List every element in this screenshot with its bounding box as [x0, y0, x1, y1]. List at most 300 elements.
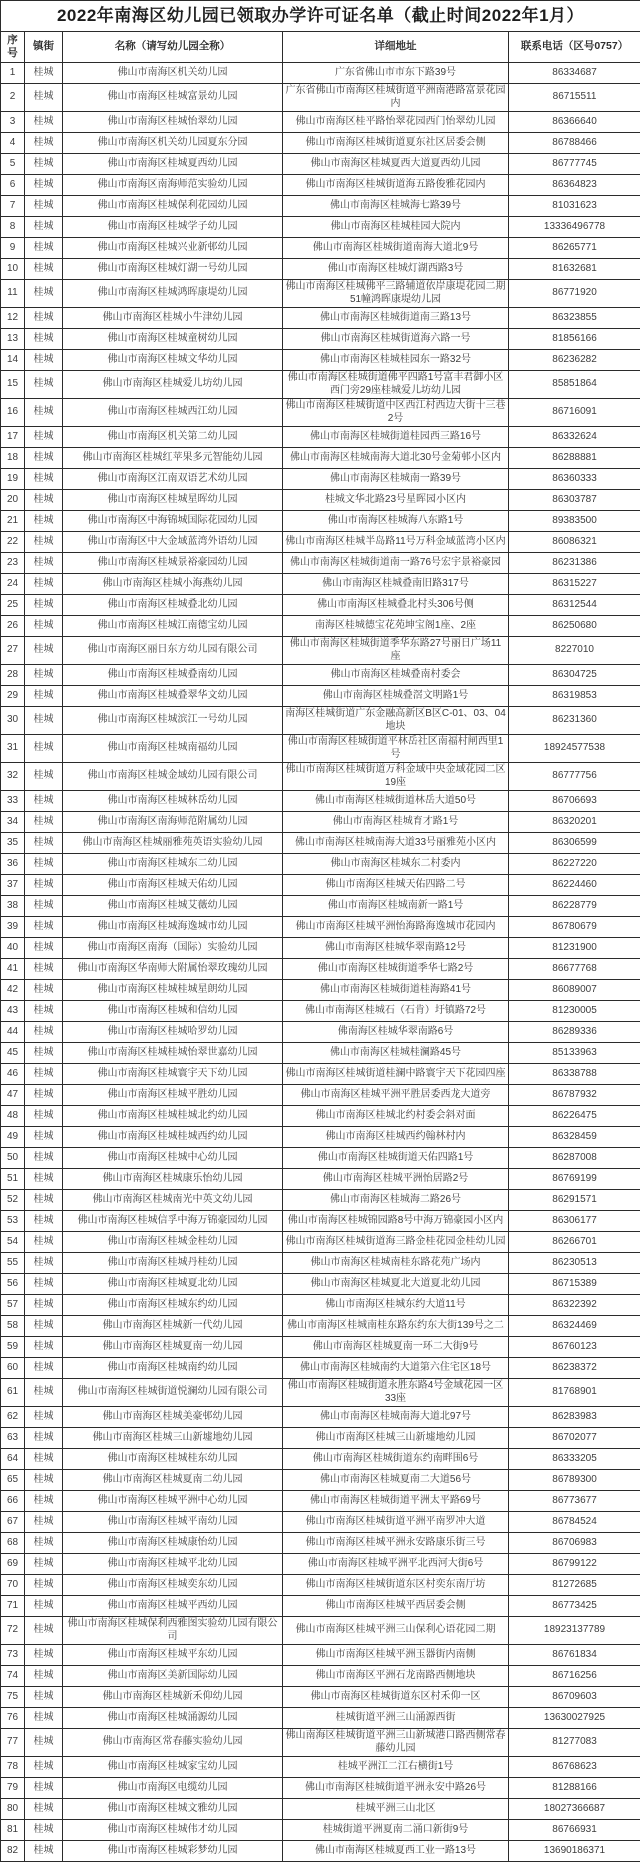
cell-name: 佛山市南海区桂城奕东幼儿园	[63, 1575, 283, 1596]
cell-phone: 81288166	[509, 1778, 640, 1799]
cell-address: 佛山市南海区桂城育才路1号	[283, 812, 509, 833]
table-row	[1, 980, 640, 1001]
table-row	[1, 1211, 640, 1232]
cell-name: 佛山市南海区桂城文雅幼儿园	[63, 1799, 283, 1820]
cell-address: 佛山市南海区桂城街道南一路76号宏宇景裕豪园	[283, 553, 509, 574]
cell-phone: 81632681	[509, 259, 640, 280]
cell-phone: 86328459	[509, 1127, 640, 1148]
cell-town: 桂城	[25, 1533, 63, 1554]
table-row	[1, 1295, 640, 1316]
cell-name: 佛山市南海区桂城灯湖一号幼儿园	[63, 259, 283, 280]
cell-serial: 75	[1, 1687, 25, 1708]
cell-serial: 23	[1, 553, 25, 574]
cell-name: 佛山市南海区机关幼儿园	[63, 63, 283, 84]
cell-serial: 31	[1, 735, 25, 763]
cell-phone: 13690186371	[509, 1841, 640, 1862]
cell-serial: 50	[1, 1148, 25, 1169]
cell-town: 桂城	[25, 1449, 63, 1470]
table-row	[1, 1554, 640, 1575]
cell-phone: 86266701	[509, 1232, 640, 1253]
cell-serial: 8	[1, 217, 25, 238]
cell-name: 佛山市南海区桂城滨江一号幼儿园	[63, 707, 283, 735]
cell-address: 佛山市南海区桂城街道中区西江村西边大街十三巷2号	[283, 399, 509, 427]
cell-address: 佛山市南海区桂城石（石肯）圩镇路72号	[283, 1001, 509, 1022]
cell-town: 桂城	[25, 133, 63, 154]
cell-town: 桂城	[25, 490, 63, 511]
cell-name: 佛山市南海区桂城兴业新邨幼儿园	[63, 238, 283, 259]
cell-serial: 70	[1, 1575, 25, 1596]
cell-serial: 41	[1, 959, 25, 980]
table-row	[1, 1596, 640, 1617]
cell-address: 佛山市南海区桂城南一路39号	[283, 469, 509, 490]
cell-phone: 86788466	[509, 133, 640, 154]
table-row	[1, 574, 640, 595]
cell-address: 佛山市南海区桂城叠南村委会	[283, 665, 509, 686]
cell-serial: 71	[1, 1596, 25, 1617]
table-row	[1, 1148, 640, 1169]
column-header-serial: 序号	[1, 32, 25, 63]
cell-serial: 57	[1, 1295, 25, 1316]
cell-address: 佛山市南海区桂城南海大道北30号金菊邨小区内	[283, 448, 509, 469]
cell-town: 桂城	[25, 280, 63, 308]
cell-address: 佛山市南海区桂城街道平洲平南罗冲大道	[283, 1512, 509, 1533]
cell-phone: 86799122	[509, 1554, 640, 1575]
cell-town: 桂城	[25, 833, 63, 854]
cell-phone: 86236282	[509, 350, 640, 371]
cell-address: 佛山市南海区桂城夏西大道夏西幼儿园	[283, 154, 509, 175]
cell-name: 佛山市南海区桂城和信幼儿园	[63, 1001, 283, 1022]
table-row	[1, 833, 640, 854]
cell-address: 佛山市南海区桂城街道平洲太平路69号	[283, 1491, 509, 1512]
cell-town: 桂城	[25, 875, 63, 896]
cell-name: 佛山市南海区丽日东方幼儿园有限公司	[63, 637, 283, 665]
cell-serial: 27	[1, 637, 25, 665]
cell-serial: 79	[1, 1778, 25, 1799]
cell-name: 佛山市南海区桂城寰宇天下幼儿园	[63, 1064, 283, 1085]
cell-name: 佛山市南海区桂城南福幼儿园	[63, 735, 283, 763]
cell-name: 佛山市南海区桂城夏北幼儿园	[63, 1274, 283, 1295]
cell-phone: 81231900	[509, 938, 640, 959]
cell-town: 桂城	[25, 574, 63, 595]
table-row	[1, 637, 640, 665]
cell-address: 桂城文华北路23号星晖园小区内	[283, 490, 509, 511]
cell-name: 佛山市南海区桂城平洲中心幼儿园	[63, 1491, 283, 1512]
cell-town: 桂城	[25, 1316, 63, 1337]
cell-name: 佛山市南海区桂城海逸城市幼儿园	[63, 917, 283, 938]
cell-address: 佛山市南海区桂城南新一路1号	[283, 896, 509, 917]
table-body	[1, 63, 640, 1862]
table-row	[1, 196, 640, 217]
table-row	[1, 1358, 640, 1379]
cell-name: 佛山市南海区电缆幼儿园	[63, 1778, 283, 1799]
table-row	[1, 1337, 640, 1358]
cell-serial: 81	[1, 1820, 25, 1841]
cell-address: 佛山市南海区桂城街道海五路俊雅花园内	[283, 175, 509, 196]
cell-address: 佛山市南海区桂城桂园东一路32号	[283, 350, 509, 371]
cell-town: 桂城	[25, 1778, 63, 1799]
cell-town: 桂城	[25, 1575, 63, 1596]
table-row	[1, 1687, 640, 1708]
cell-phone: 86226475	[509, 1106, 640, 1127]
cell-name: 佛山市南海区桂城街道悦澜幼儿园有限公司	[63, 1379, 283, 1407]
table-row	[1, 154, 640, 175]
cell-town: 桂城	[25, 1470, 63, 1491]
cell-address: 桂城街道平洲三山涌源西街	[283, 1708, 509, 1729]
cell-town: 桂城	[25, 553, 63, 574]
cell-serial: 13	[1, 329, 25, 350]
cell-name: 佛山市南海区华南师大附属怡翠玫瑰幼儿园	[63, 959, 283, 980]
cell-name: 佛山市南海区桂城鸿晖康堤幼儿园	[63, 280, 283, 308]
cell-address: 佛山市南海区桂城街道海三路金桂花园金桂幼儿园	[283, 1232, 509, 1253]
cell-serial: 74	[1, 1666, 25, 1687]
cell-phone: 86784524	[509, 1512, 640, 1533]
cell-serial: 59	[1, 1337, 25, 1358]
cell-town: 桂城	[25, 791, 63, 812]
cell-name: 佛山市南海区桂城平北幼儿园	[63, 1554, 283, 1575]
cell-phone: 86715389	[509, 1274, 640, 1295]
cell-name: 佛山市南海区南海（国际）实验幼儿园	[63, 938, 283, 959]
table-row	[1, 1232, 640, 1253]
title-row	[1, 1, 640, 32]
cell-address: 佛山市南海区平洲石龙南路西侧地块	[283, 1666, 509, 1687]
table-row	[1, 854, 640, 875]
cell-town: 桂城	[25, 1841, 63, 1862]
cell-name: 佛山市南海区中海锦城国际花园幼儿园	[63, 511, 283, 532]
cell-name: 佛山市南海区桂城天佑幼儿园	[63, 875, 283, 896]
cell-address: 佛山市南海区桂城平洲怡居路2号	[283, 1169, 509, 1190]
cell-town: 桂城	[25, 154, 63, 175]
table-row	[1, 1253, 640, 1274]
table-row	[1, 133, 640, 154]
cell-phone: 86338788	[509, 1064, 640, 1085]
cell-phone: 86230513	[509, 1253, 640, 1274]
table-row	[1, 553, 640, 574]
table-row	[1, 1043, 640, 1064]
table-row	[1, 259, 640, 280]
table-row	[1, 1407, 640, 1428]
cell-name: 佛山市南海区桂城丹桂幼儿园	[63, 1253, 283, 1274]
cell-town: 桂城	[25, 1085, 63, 1106]
cell-town: 桂城	[25, 938, 63, 959]
table-row	[1, 1064, 640, 1085]
cell-address: 桂城街道平洲夏南二涌口新街9号	[283, 1820, 509, 1841]
cell-phone: 8227010	[509, 637, 640, 665]
cell-town: 桂城	[25, 665, 63, 686]
cell-town: 桂城	[25, 959, 63, 980]
cell-phone: 85133963	[509, 1043, 640, 1064]
table-row	[1, 1708, 640, 1729]
cell-address: 佛南海区桂城华翠南路6号	[283, 1022, 509, 1043]
cell-town: 桂城	[25, 1148, 63, 1169]
cell-town: 桂城	[25, 371, 63, 399]
cell-serial: 82	[1, 1841, 25, 1862]
table-row	[1, 112, 640, 133]
cell-serial: 29	[1, 686, 25, 707]
cell-phone: 81272685	[509, 1575, 640, 1596]
cell-name: 佛山市南海区桂城艾薇幼儿园	[63, 896, 283, 917]
cell-name: 佛山市南海区桂城保利花园幼儿园	[63, 196, 283, 217]
cell-address: 佛山市南海区桂城叠南旧路317号	[283, 574, 509, 595]
cell-town: 桂城	[25, 1232, 63, 1253]
cell-town: 桂城	[25, 532, 63, 553]
cell-name: 佛山市南海区桂城新禾仰幼儿园	[63, 1687, 283, 1708]
cell-serial: 6	[1, 175, 25, 196]
cell-serial: 17	[1, 427, 25, 448]
cell-serial: 52	[1, 1190, 25, 1211]
cell-serial: 22	[1, 532, 25, 553]
cell-serial: 65	[1, 1470, 25, 1491]
table-row	[1, 1449, 640, 1470]
table-row	[1, 707, 640, 735]
table-row	[1, 1106, 640, 1127]
table-row	[1, 350, 640, 371]
cell-town: 桂城	[25, 427, 63, 448]
cell-phone: 85851864	[509, 371, 640, 399]
cell-address: 佛山市南海区桂城南约大道第六住宅区18号	[283, 1358, 509, 1379]
cell-address: 佛山市南海区桂城夏南一环二大街9号	[283, 1337, 509, 1358]
cell-phone: 86789300	[509, 1470, 640, 1491]
cell-phone: 81856166	[509, 329, 640, 350]
cell-name: 佛山市南海区桂城夏南一幼儿园	[63, 1337, 283, 1358]
cell-serial: 46	[1, 1064, 25, 1085]
cell-serial: 55	[1, 1253, 25, 1274]
cell-serial: 66	[1, 1491, 25, 1512]
table-row	[1, 917, 640, 938]
cell-name: 佛山市南海区桂城中心幼儿园	[63, 1148, 283, 1169]
table-row	[1, 1491, 640, 1512]
cell-town: 桂城	[25, 511, 63, 532]
cell-phone: 89383500	[509, 511, 640, 532]
cell-address: 佛山市南海区桂城街道季华七路2号	[283, 959, 509, 980]
column-header-phone: 联系电话（区号0757）	[509, 32, 640, 63]
cell-address: 佛山市南海区桂城街道天佑四路1号	[283, 1148, 509, 1169]
cell-address: 佛山市南海区桂城桂园大院内	[283, 217, 509, 238]
cell-name: 佛山市南海区桂城平西幼儿园	[63, 1596, 283, 1617]
table-row	[1, 896, 640, 917]
cell-town: 桂城	[25, 1190, 63, 1211]
cell-phone: 86773425	[509, 1596, 640, 1617]
cell-phone: 86773677	[509, 1491, 640, 1512]
table-row	[1, 1575, 640, 1596]
table-row	[1, 1428, 640, 1449]
cell-name: 佛山市南海区桂城桂城星朗幼儿园	[63, 980, 283, 1001]
table-row	[1, 1666, 640, 1687]
cell-name: 佛山市南海区桂城涌源幼儿园	[63, 1708, 283, 1729]
cell-town: 桂城	[25, 448, 63, 469]
cell-serial: 80	[1, 1799, 25, 1820]
cell-name: 佛山市南海区桂城小牛津幼儿园	[63, 308, 283, 329]
cell-serial: 67	[1, 1512, 25, 1533]
cell-town: 桂城	[25, 1106, 63, 1127]
cell-town: 桂城	[25, 812, 63, 833]
table-row	[1, 1001, 640, 1022]
cell-phone: 86228779	[509, 896, 640, 917]
table-row	[1, 616, 640, 637]
cell-town: 桂城	[25, 1274, 63, 1295]
cell-serial: 18	[1, 448, 25, 469]
cell-town: 桂城	[25, 1253, 63, 1274]
cell-serial: 40	[1, 938, 25, 959]
column-header-address: 详细地址	[283, 32, 509, 63]
table-row	[1, 1778, 640, 1799]
cell-town: 桂城	[25, 196, 63, 217]
cell-town: 桂城	[25, 1645, 63, 1666]
table-row	[1, 595, 640, 616]
column-header-name: 名称（请写幼儿园全称）	[63, 32, 283, 63]
cell-name: 佛山市南海区桂城南约幼儿园	[63, 1358, 283, 1379]
cell-name: 佛山市南海区桂城彩梦幼儿园	[63, 1841, 283, 1862]
cell-name: 佛山市南海区桂城康怡幼儿园	[63, 1533, 283, 1554]
cell-address: 佛山市南海区桂城平洲平北西河大街6号	[283, 1554, 509, 1575]
table-row	[1, 812, 640, 833]
cell-serial: 37	[1, 875, 25, 896]
cell-address: 佛山市南海区桂城天佑四路二号	[283, 875, 509, 896]
cell-address: 佛山市南海区桂城南海大道北97号	[283, 1407, 509, 1428]
table-row	[1, 308, 640, 329]
cell-address: 佛山市南海区桂城北约村委会斜对面	[283, 1106, 509, 1127]
cell-address: 佛山市南海区桂城街道南海大道北9号	[283, 238, 509, 259]
cell-phone: 86287008	[509, 1148, 640, 1169]
cell-serial: 4	[1, 133, 25, 154]
table-row	[1, 1645, 640, 1666]
table-row	[1, 469, 640, 490]
cell-town: 桂城	[25, 917, 63, 938]
cell-name: 佛山市南海区桂城伟才幼儿园	[63, 1820, 283, 1841]
cell-phone: 86332624	[509, 427, 640, 448]
cell-name: 佛山市南海区桂城平东幼儿园	[63, 1645, 283, 1666]
cell-address: 广东省佛山市市东下路39号	[283, 63, 509, 84]
cell-town: 桂城	[25, 1428, 63, 1449]
cell-serial: 73	[1, 1645, 25, 1666]
cell-name: 佛山市南海区南海师范实验幼儿园	[63, 175, 283, 196]
table-row	[1, 1820, 640, 1841]
cell-phone: 86265771	[509, 238, 640, 259]
cell-town: 桂城	[25, 308, 63, 329]
table-row	[1, 427, 640, 448]
cell-name: 佛山市南海区美新国际幼儿园	[63, 1666, 283, 1687]
cell-phone: 18924577538	[509, 735, 640, 763]
cell-serial: 68	[1, 1533, 25, 1554]
cell-serial: 61	[1, 1379, 25, 1407]
cell-phone: 86777756	[509, 763, 640, 791]
cell-phone: 86360333	[509, 469, 640, 490]
cell-town: 桂城	[25, 112, 63, 133]
cell-address: 佛山市南海区桂城街道南三路13号	[283, 308, 509, 329]
table-row	[1, 84, 640, 112]
cell-serial: 33	[1, 791, 25, 812]
cell-serial: 76	[1, 1708, 25, 1729]
cell-phone: 86089007	[509, 980, 640, 1001]
cell-phone: 86289336	[509, 1022, 640, 1043]
cell-town: 桂城	[25, 350, 63, 371]
cell-serial: 42	[1, 980, 25, 1001]
cell-address: 佛山市南海区桂城平洲三山保利心语花园二期	[283, 1617, 509, 1645]
cell-address: 佛山市南海区桂平路怡翠花园西门怡翠幼儿园	[283, 112, 509, 133]
cell-serial: 19	[1, 469, 25, 490]
table-row	[1, 63, 640, 84]
cell-phone: 86760123	[509, 1337, 640, 1358]
cell-town: 桂城	[25, 1043, 63, 1064]
cell-address: 佛山市南海区桂城南桂东路东约东大街139号之二	[283, 1316, 509, 1337]
cell-name: 佛山市南海区南海师范附属幼儿园	[63, 812, 283, 833]
table-row	[1, 791, 640, 812]
cell-name: 佛山市南海区常春藤实验幼儿园	[63, 1729, 283, 1757]
cell-phone: 86333205	[509, 1449, 640, 1470]
cell-town: 桂城	[25, 238, 63, 259]
cell-town: 桂城	[25, 217, 63, 238]
cell-phone: 86312544	[509, 595, 640, 616]
table-row	[1, 665, 640, 686]
cell-town: 桂城	[25, 637, 63, 665]
cell-serial: 14	[1, 350, 25, 371]
cell-town: 桂城	[25, 1407, 63, 1428]
cell-serial: 56	[1, 1274, 25, 1295]
cell-name: 佛山市南海区桂城保利西雅图实验幼儿园有限公司	[63, 1617, 283, 1645]
cell-serial: 44	[1, 1022, 25, 1043]
cell-serial: 12	[1, 308, 25, 329]
cell-address: 佛山市南海区桂城东二村委内	[283, 854, 509, 875]
cell-serial: 45	[1, 1043, 25, 1064]
cell-name: 佛山市南海区桂城富景幼儿园	[63, 84, 283, 112]
cell-address: 佛山市南海区桂城东约大道11号	[283, 1295, 509, 1316]
cell-phone: 81768901	[509, 1379, 640, 1407]
cell-serial: 38	[1, 896, 25, 917]
cell-phone: 86324469	[509, 1316, 640, 1337]
table-row	[1, 329, 640, 350]
cell-phone: 86306177	[509, 1211, 640, 1232]
cell-town: 桂城	[25, 63, 63, 84]
cell-address: 佛山市南海区桂城街道海六路一号	[283, 329, 509, 350]
cell-phone: 13336496778	[509, 217, 640, 238]
table-row	[1, 1316, 640, 1337]
cell-name: 佛山市南海区桂城家宝幼儿园	[63, 1757, 283, 1778]
cell-serial: 58	[1, 1316, 25, 1337]
cell-address: 佛山市南海区桂城街道夏东社区居委会侧	[283, 133, 509, 154]
cell-town: 桂城	[25, 1666, 63, 1687]
cell-phone: 86291571	[509, 1190, 640, 1211]
cell-address: 佛山市南海区桂城街道桂澜中路寰宇天下花园四座	[283, 1064, 509, 1085]
cell-town: 桂城	[25, 1127, 63, 1148]
cell-phone: 18027366687	[509, 1799, 640, 1820]
cell-serial: 47	[1, 1085, 25, 1106]
table-row	[1, 1127, 640, 1148]
cell-phone: 86250680	[509, 616, 640, 637]
cell-name: 佛山市南海区桂城信孚中海万锦豪园幼儿园	[63, 1211, 283, 1232]
cell-phone: 86702077	[509, 1428, 640, 1449]
cell-town: 桂城	[25, 1064, 63, 1085]
cell-town: 桂城	[25, 1358, 63, 1379]
cell-phone: 86677768	[509, 959, 640, 980]
cell-address: 佛山市南海区桂城街道东区村禾仰一区	[283, 1687, 509, 1708]
cell-serial: 34	[1, 812, 25, 833]
cell-phone: 86706693	[509, 791, 640, 812]
cell-address: 佛山市南海区桂城街道东区村奕东南厅坊	[283, 1575, 509, 1596]
cell-town: 桂城	[25, 1617, 63, 1645]
cell-address: 佛山市南海区桂城街道万科金域中央金域花园二区19座	[283, 763, 509, 791]
table-row	[1, 1533, 640, 1554]
cell-address: 佛山市南海区桂城平西居委会侧	[283, 1596, 509, 1617]
cell-name: 佛山市南海区桂城星晖幼儿园	[63, 490, 283, 511]
cell-serial: 24	[1, 574, 25, 595]
cell-town: 桂城	[25, 1512, 63, 1533]
cell-name: 佛山市南海区桂城夏南二幼儿园	[63, 1470, 283, 1491]
table-row	[1, 735, 640, 763]
cell-serial: 25	[1, 595, 25, 616]
cell-address: 佛山市南海区桂城叠北村头306号侧	[283, 595, 509, 616]
table-row	[1, 532, 640, 553]
cell-serial: 36	[1, 854, 25, 875]
cell-phone: 13630027925	[509, 1708, 640, 1729]
